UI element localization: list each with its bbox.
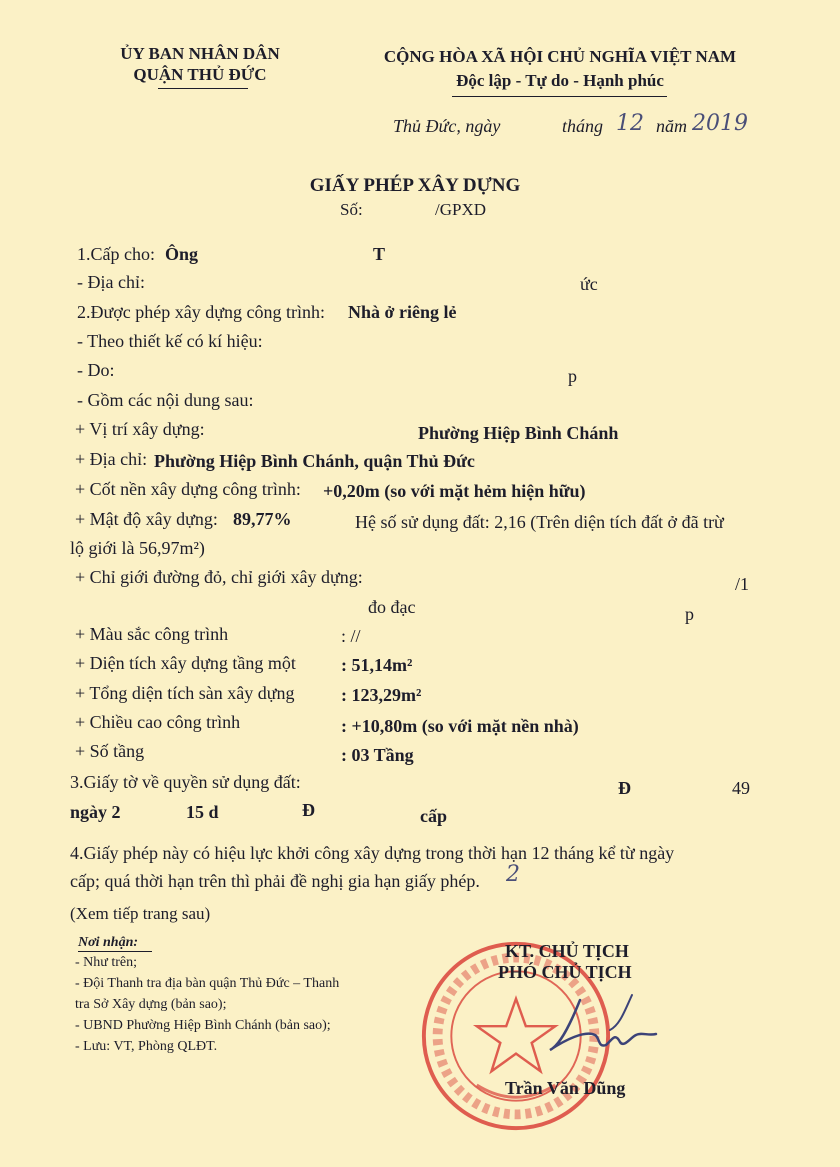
- issued-to-label: 1.Cấp cho:: [77, 244, 155, 264]
- land-use-ratio: Hệ số sử dụng đất: 2,16 (Trên diện tích đất ở đã trừ: [355, 512, 724, 532]
- land-papers-date2: 15 d: [186, 802, 219, 822]
- signer-name: Trần Văn Dũng: [505, 1078, 626, 1098]
- dateline-year-value: 2019: [692, 111, 748, 136]
- floor-area-label: + Tổng diện tích sàn xây dựng: [75, 683, 295, 703]
- see-next-page: (Xem tiếp trang sau): [70, 904, 211, 923]
- ground-area-value: : 51,14m²: [341, 655, 413, 675]
- handwritten-mark: 2: [506, 862, 520, 887]
- floor-level-value: +0,20m (so với mặt hẻm hiện hữu): [323, 481, 586, 501]
- signature-title: KT. CHỦ TỊCH: [505, 941, 629, 961]
- address-tail: ức: [580, 274, 598, 294]
- height-value: : +10,80m (so với mặt nền nhà): [341, 716, 579, 736]
- height-label: + Chiều cao công trình: [75, 712, 241, 732]
- density-value: 89,77%: [233, 509, 292, 529]
- permitted-work-label: 2.Được phép xây dựng công trình:: [77, 302, 325, 322]
- recipient-item: - UBND Phường Hiệp Bình Chánh (bản sao);: [75, 1018, 331, 1033]
- site-address-label: + Địa chỉ:: [75, 449, 148, 469]
- permit-number-suffix: /GPXD: [435, 200, 487, 219]
- designer-tail: p: [568, 366, 577, 386]
- signature-icon: [540, 990, 660, 1060]
- land-papers-issued: cấp: [420, 806, 447, 826]
- color-value: : //: [341, 626, 361, 646]
- design-code-label: - Theo thiết kế có kí hiệu:: [77, 331, 263, 351]
- location-value: Phường Hiệp Bình Chánh: [418, 423, 619, 443]
- land-papers-tail1: Đ: [618, 778, 631, 798]
- issued-to-title: Ông: [165, 244, 199, 264]
- boundary-tail: /1: [735, 574, 750, 594]
- nation-motto: Độc lập - Tự do - Hạnh phúc: [456, 71, 664, 90]
- land-papers-label: 3.Giấy tờ về quyền sử dụng đất:: [70, 772, 301, 792]
- permitted-work-value: Nhà ở riêng lẻ: [348, 302, 457, 322]
- contents-label: - Gồm các nội dung sau:: [77, 390, 254, 410]
- ground-area-label: + Diện tích xây dựng tầng một: [75, 653, 296, 673]
- survey-text: đo đạc: [368, 597, 416, 617]
- floor-level-label: + Cốt nền xây dựng công trình:: [75, 479, 301, 499]
- recipients-underline: [78, 951, 152, 952]
- land-papers-issuer: Đ: [302, 800, 315, 820]
- storeys-label: + Số tầng: [75, 741, 145, 761]
- org-underline: [158, 88, 248, 89]
- address-label: - Địa chỉ:: [77, 272, 145, 292]
- survey-tail: p: [685, 604, 694, 624]
- recipients-heading: Nơi nhận:: [78, 935, 139, 950]
- boundary-label: + Chỉ giới đường đỏ, chỉ giới xây dựng:: [75, 567, 363, 587]
- org-name: ỦY BAN NHÂN DÂN: [120, 44, 280, 63]
- dateline-month-label: tháng: [562, 116, 604, 136]
- land-papers-date: ngày 2: [70, 802, 121, 822]
- floor-area-value: : 123,29m²: [341, 685, 422, 705]
- dateline-month-value: 12: [616, 111, 644, 136]
- recipient-item: - Lưu: VT, Phòng QLĐT.: [75, 1039, 218, 1054]
- document-title: GIẤY PHÉP XÂY DỰNG: [309, 175, 521, 196]
- land-papers-tail2: 49: [732, 778, 750, 798]
- recipient-item: tra Sở Xây dựng (bản sao);: [75, 997, 227, 1012]
- signature-subtitle: PHÓ CHỦ TỊCH: [498, 962, 632, 982]
- validity-line2: cấp; quá thời hạn trên thì phải đề nghị gia hạn giấy phép.: [70, 871, 480, 891]
- validity-line1: 4.Giấy phép này có hiệu lực khởi công xây dựng trong thời hạn 12 tháng kể từ ngày: [70, 843, 675, 863]
- motto-underline: [452, 96, 667, 97]
- issued-to-tail: T: [373, 244, 386, 264]
- dateline-place: Thủ Đức, ngày: [393, 116, 501, 136]
- density-label: + Mật độ xây dựng:: [75, 509, 218, 529]
- nation-name: CỘNG HÒA XÃ HỘI CHỦ NGHĨA VIỆT NAM: [383, 47, 737, 66]
- recipient-item: - Đội Thanh tra địa bàn quận Thủ Đức – Thanh: [75, 976, 340, 991]
- recipient-item: - Như trên;: [75, 955, 138, 970]
- site-address-value: Phường Hiệp Bình Chánh, quận Thủ Đức: [154, 451, 475, 471]
- org-district: QUẬN THỦ ĐỨC: [133, 65, 267, 84]
- storeys-value: : 03 Tầng: [341, 745, 414, 765]
- location-label: + Vị trí xây dựng:: [75, 419, 205, 439]
- permit-number-label: Số:: [340, 200, 363, 219]
- dateline-year-label: năm: [656, 116, 687, 136]
- designer-label: - Do:: [77, 360, 115, 380]
- road-boundary-area: lộ giới là 56,97m²): [70, 538, 205, 558]
- color-label: + Màu sắc công trình: [75, 624, 229, 644]
